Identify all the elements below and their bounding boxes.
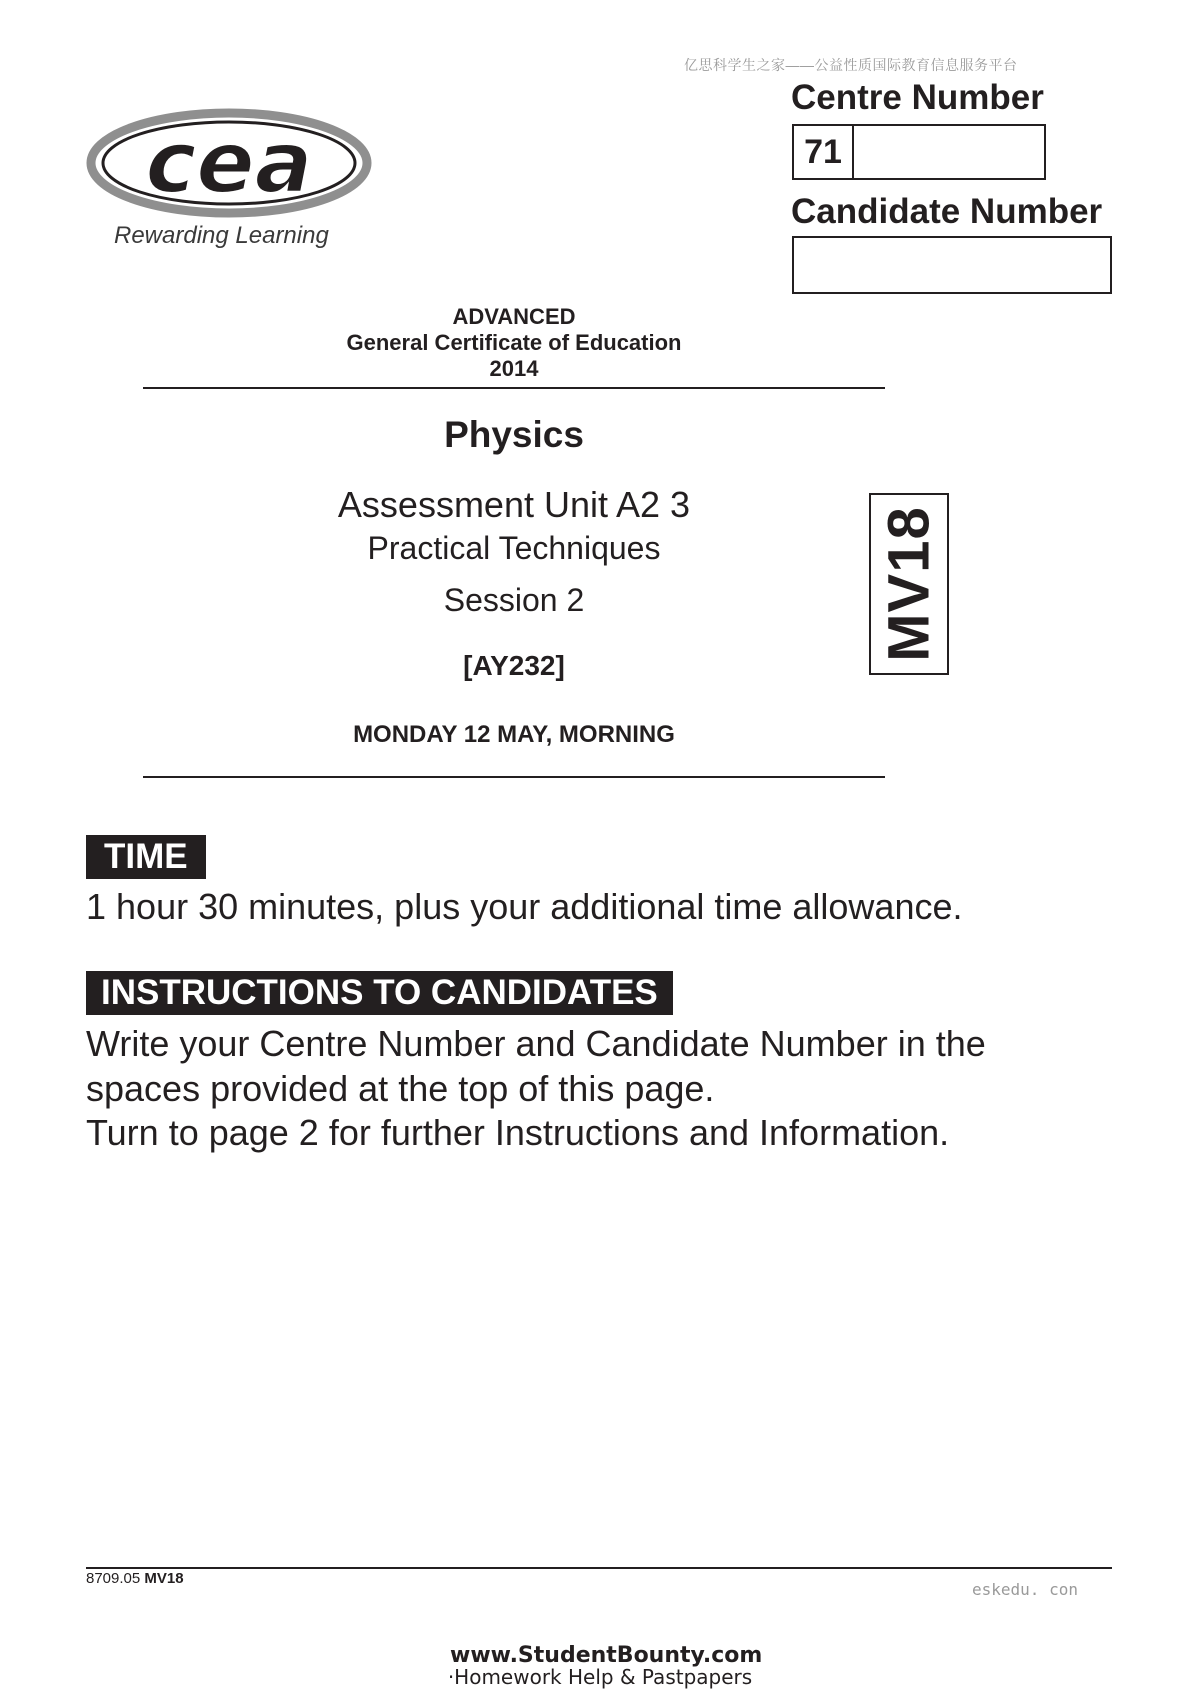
candidate-number-label: Candidate Number <box>791 192 1103 231</box>
qualification-name: General Certificate of Education <box>346 330 682 355</box>
cea-logo-letters: cea <box>145 113 313 213</box>
qualification-level: ADVANCED <box>452 304 576 329</box>
time-text: 1 hour 30 minutes, plus your additional time allowance. <box>86 886 963 927</box>
watermark-bottom: eskedu. con <box>972 1580 1078 1599</box>
assessment-unit: Assessment Unit A2 3 <box>337 484 691 525</box>
title-divider <box>143 776 885 778</box>
unit-title: Practical Techniques <box>367 530 661 566</box>
qualification-year: 2014 <box>489 356 539 381</box>
paper-code: MV18 <box>876 506 942 662</box>
watermark-top: 亿思科学生之家——公益性质国际教育信息服务平台 <box>684 57 1018 73</box>
cea-logo-graphic <box>84 108 384 218</box>
centre-number-field <box>792 124 1046 180</box>
session-label: Session 2 <box>443 582 585 618</box>
centre-number-entry <box>854 126 1044 178</box>
instruction-line: spaces provided at the top of this page. <box>86 1067 715 1109</box>
logo-tagline: Rewarding Learning <box>114 222 329 249</box>
centre-number-label: Centre Number <box>791 78 1044 117</box>
time-heading: TIME <box>86 835 206 879</box>
paper-reference-code: [AY232] <box>463 650 565 681</box>
instruction-line: Turn to page 2 for further Instructions and Information. <box>86 1112 950 1153</box>
studentbounty-url: www.StudentBounty.com <box>450 1643 763 1668</box>
instructions-heading: INSTRUCTIONS TO CANDIDATES <box>86 971 673 1015</box>
instruction-line: Write your Centre Number and Candidate Number in the <box>86 1023 986 1064</box>
footer-ref-number: 8709.05 <box>86 1570 145 1587</box>
candidate-number-field <box>792 236 1112 294</box>
header-divider <box>143 387 885 389</box>
subject-title: Physics <box>444 414 584 455</box>
footer-ref-code: MV18 <box>144 1570 184 1587</box>
footer-divider <box>86 1567 1112 1569</box>
paper-code-box <box>869 493 949 675</box>
instructions-text <box>86 1022 986 1156</box>
exam-date: MONDAY 12 MAY, MORNING <box>353 721 675 748</box>
footer-reference <box>86 1570 184 1587</box>
studentbounty-tagline: ·Homework Help & Pastpapers <box>447 1665 753 1689</box>
centre-number-prefix: 71 <box>794 126 854 178</box>
